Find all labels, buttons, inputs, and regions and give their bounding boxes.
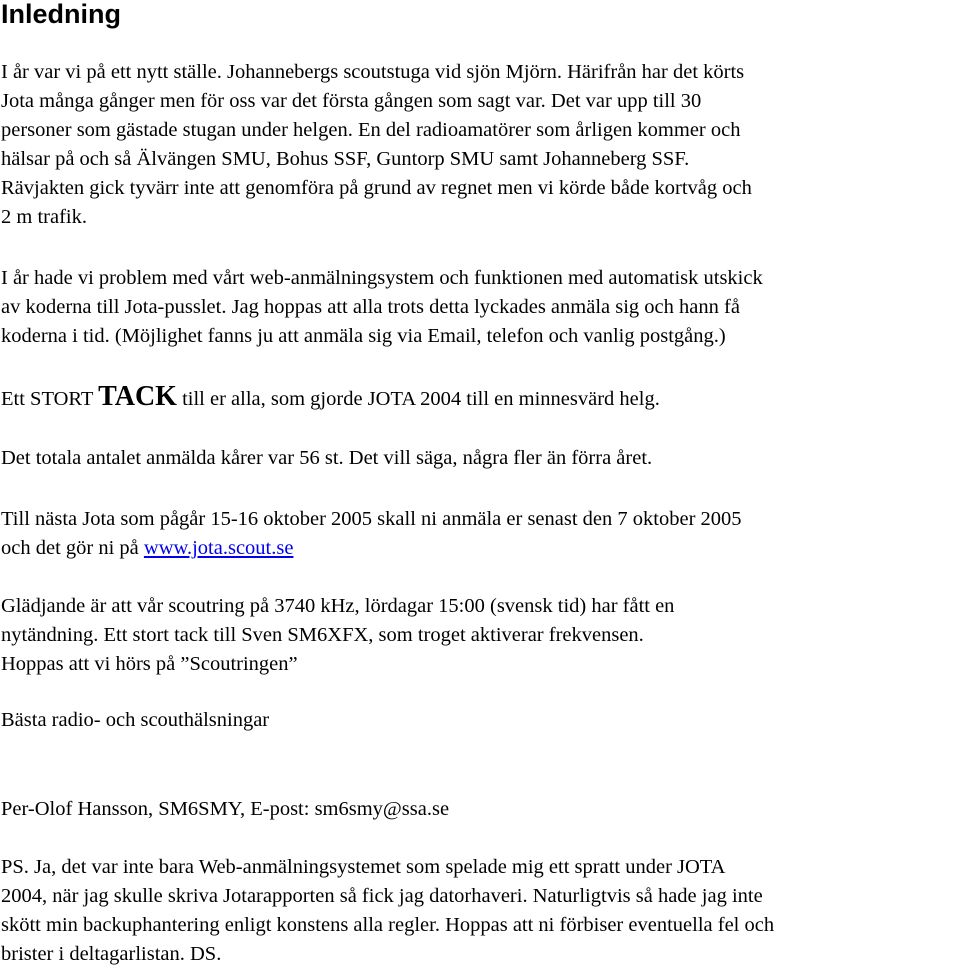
thanks-emphasis: TACK — [98, 381, 177, 412]
greeting: Bästa radio- och scouthälsningar — [1, 709, 270, 731]
text-line: I år hade vi problem med vårt web-anmälningsystem och funktionen med automatisk utskick — [1, 267, 763, 289]
text-line: I år var vi på ett nytt ställe. Johannebergs scoutstuga vid sjön Mjörn. Härifrån har det körts — [1, 61, 745, 83]
text-line: hälsar på och så Älvängen SMU, Bohus SSF, Guntorp SMU samt Johanneberg SSF. — [1, 148, 690, 170]
text-line: personer som gästade stugan under helgen. En del radioamatörer som årligen kommer och — [1, 119, 741, 141]
text-line: av koderna till Jota-pusslet. Jag hoppas att alla trots detta lyckades anmäla sig och hann få — [1, 296, 740, 318]
text-before-link: och det gör ni på — [1, 537, 144, 559]
text-line: brister i deltagarlistan. DS. — [1, 943, 222, 965]
text-line: Jota många gånger men för oss var det första gången som sagt var. Det var upp till 30 — [1, 90, 702, 112]
text-line — [1, 534, 293, 563]
text-line: Hoppas att vi hörs på ”Scoutringen” — [1, 653, 298, 675]
text-line: skött min backuphantering enligt konstens alla regler. Hoppas att ni förbiser eventuella fel och — [1, 914, 775, 936]
text-line: 2 m trafik. — [1, 206, 87, 228]
text-line: Glädjande är att vår scoutring på 3740 kHz, lördagar 15:00 (svensk tid) har fått en — [1, 595, 675, 617]
text-line: Rävjakten gick tyvärr inte att genomföra på grund av regnet men vi körde både kortvåg och — [1, 177, 752, 199]
page-title: Inledning — [1, 0, 121, 29]
thanks-text-after: till er alla, som gjorde JOTA 2004 till en minnesvärd helg. — [176, 388, 660, 410]
text-line: Till nästa Jota som pågår 15-16 oktober 2005 skall ni anmäla er senast den 7 oktober 2005 — [1, 508, 742, 530]
jota-website-link[interactable]: www.jota.scout.se — [143, 537, 294, 559]
thanks-text-before: Ett STORT — [1, 388, 99, 410]
paragraph-thanks — [1, 382, 660, 414]
text-line: 2004, när jag skulle skriva Jotarapporten så fick jag datorhaveri. Naturligtvis så hade jag inte — [1, 885, 763, 907]
text-line: koderna i tid. (Möjlighet fanns ju att anmäla sig via Email, telefon och vanlig postgång.) — [1, 325, 726, 347]
paragraph-count: Det totala antalet anmälda kårer var 56 st. Det vill säga, några fler än förra året. — [1, 447, 653, 469]
text-line: nytändning. Ett stort tack till Sven SM6XFX, som troget aktiverar frekvensen. — [1, 624, 644, 646]
text-line: PS. Ja, det var inte bara Web-anmälningsystemet som spelade mig ett spratt under JOTA — [1, 856, 726, 878]
signature: Per-Olof Hansson, SM6SMY, E-post: sm6smy@ssa.se — [1, 798, 450, 820]
